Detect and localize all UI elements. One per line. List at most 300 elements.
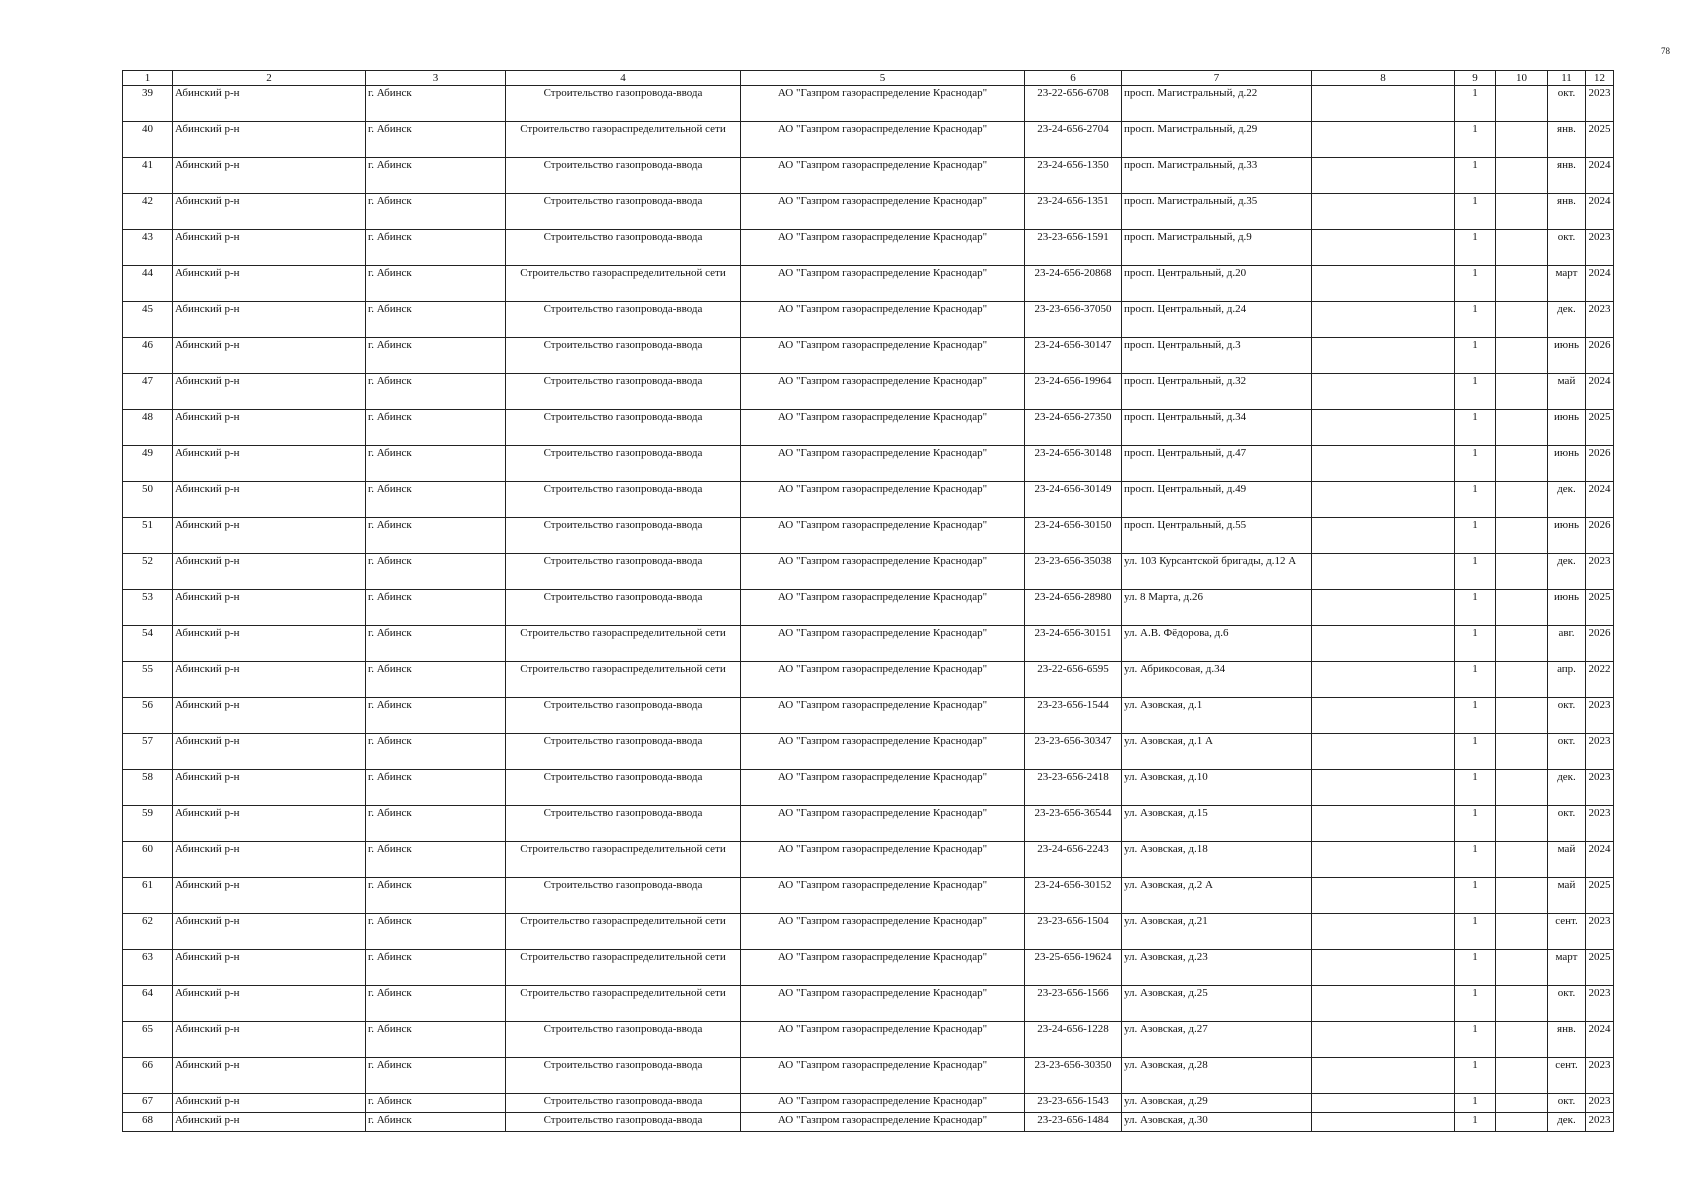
quantity-cell: 1 (1455, 590, 1496, 626)
district-cell: Абинский р-н (173, 446, 366, 482)
organization-cell: АО "Газпром газораспределение Краснодар" (741, 878, 1025, 914)
month-cell: окт. (1548, 734, 1586, 770)
organization-cell: АО "Газпром газораспределение Краснодар" (741, 914, 1025, 950)
address-cell: ул. Азовская, д.10 (1122, 770, 1312, 806)
object-code-cell: 23-23-656-1544 (1025, 698, 1122, 734)
district-cell: Абинский р-н (173, 302, 366, 338)
city-cell: г. Абинск (366, 518, 506, 554)
year-cell: 2024 (1586, 482, 1614, 518)
work-type-cell: Строительство газопровода-ввода (506, 770, 741, 806)
address-cell: просп. Магистральный, д.22 (1122, 86, 1312, 122)
column-8-cell (1312, 662, 1455, 698)
month-cell: март (1548, 266, 1586, 302)
year-cell: 2025 (1586, 590, 1614, 626)
address-cell: просп. Центральный, д.47 (1122, 446, 1312, 482)
table-row (123, 302, 1614, 338)
district-cell: Абинский р-н (173, 1022, 366, 1058)
district-cell: Абинский р-н (173, 410, 366, 446)
row-number-cell: 44 (123, 266, 173, 302)
district-cell: Абинский р-н (173, 374, 366, 410)
column-header: 12 (1586, 71, 1614, 86)
month-cell: дек. (1548, 1113, 1586, 1132)
organization-cell: АО "Газпром газораспределение Краснодар" (741, 590, 1025, 626)
table-row (123, 86, 1614, 122)
month-cell: июнь (1548, 590, 1586, 626)
organization-cell: АО "Газпром газораспределение Краснодар" (741, 950, 1025, 986)
district-cell: Абинский р-н (173, 158, 366, 194)
gasification-table (122, 70, 1614, 1132)
column-header: 3 (366, 71, 506, 86)
year-cell: 2023 (1586, 914, 1614, 950)
year-cell: 2023 (1586, 1113, 1614, 1132)
month-cell: апр. (1548, 662, 1586, 698)
column-8-cell (1312, 86, 1455, 122)
district-cell: Абинский р-н (173, 230, 366, 266)
address-cell: просп. Центральный, д.34 (1122, 410, 1312, 446)
object-code-cell: 23-24-656-30149 (1025, 482, 1122, 518)
work-type-cell: Строительство газораспределительной сети (506, 626, 741, 662)
quantity-cell: 1 (1455, 698, 1496, 734)
address-cell: просп. Магистральный, д.33 (1122, 158, 1312, 194)
address-cell: ул. Азовская, д.1 (1122, 698, 1312, 734)
month-cell: май (1548, 842, 1586, 878)
address-cell: просп. Центральный, д.24 (1122, 302, 1312, 338)
row-number-cell: 59 (123, 806, 173, 842)
object-code-cell: 23-23-656-30350 (1025, 1058, 1122, 1094)
work-type-cell: Строительство газопровода-ввода (506, 482, 741, 518)
month-cell: июнь (1548, 410, 1586, 446)
table-row (123, 554, 1614, 590)
city-cell: г. Абинск (366, 626, 506, 662)
city-cell: г. Абинск (366, 734, 506, 770)
quantity-cell: 1 (1455, 554, 1496, 590)
city-cell: г. Абинск (366, 194, 506, 230)
month-cell: окт. (1548, 698, 1586, 734)
object-code-cell: 23-24-656-30148 (1025, 446, 1122, 482)
column-10-cell (1496, 698, 1548, 734)
column-8-cell (1312, 338, 1455, 374)
object-code-cell: 23-24-656-28980 (1025, 590, 1122, 626)
row-number-cell: 46 (123, 338, 173, 374)
object-code-cell: 23-24-656-1228 (1025, 1022, 1122, 1058)
work-type-cell: Строительство газопровода-ввода (506, 86, 741, 122)
city-cell: г. Абинск (366, 806, 506, 842)
column-10-cell (1496, 806, 1548, 842)
column-10-cell (1496, 518, 1548, 554)
month-cell: окт. (1548, 86, 1586, 122)
table-row (123, 950, 1614, 986)
column-header: 9 (1455, 71, 1496, 86)
year-cell: 2023 (1586, 302, 1614, 338)
month-cell: окт. (1548, 230, 1586, 266)
column-8-cell (1312, 626, 1455, 662)
year-cell: 2026 (1586, 626, 1614, 662)
table-row (123, 1058, 1614, 1094)
row-number-cell: 58 (123, 770, 173, 806)
column-10-cell (1496, 1022, 1548, 1058)
address-cell: просп. Центральный, д.49 (1122, 482, 1312, 518)
column-header: 5 (741, 71, 1025, 86)
row-number-cell: 52 (123, 554, 173, 590)
city-cell: г. Абинск (366, 446, 506, 482)
year-cell: 2023 (1586, 1058, 1614, 1094)
address-cell: ул. Азовская, д.21 (1122, 914, 1312, 950)
month-cell: янв. (1548, 122, 1586, 158)
organization-cell: АО "Газпром газораспределение Краснодар" (741, 986, 1025, 1022)
work-type-cell: Строительство газопровода-ввода (506, 1094, 741, 1113)
month-cell: май (1548, 878, 1586, 914)
year-cell: 2022 (1586, 662, 1614, 698)
object-code-cell: 23-23-656-1504 (1025, 914, 1122, 950)
quantity-cell: 1 (1455, 1022, 1496, 1058)
address-cell: ул. 103 Курсантской бригады, д.12 А (1122, 554, 1312, 590)
district-cell: Абинский р-н (173, 554, 366, 590)
row-number-cell: 63 (123, 950, 173, 986)
object-code-cell: 23-24-656-30151 (1025, 626, 1122, 662)
table-row (123, 230, 1614, 266)
object-code-cell: 23-24-656-19964 (1025, 374, 1122, 410)
column-8-cell (1312, 590, 1455, 626)
work-type-cell: Строительство газопровода-ввода (506, 518, 741, 554)
column-10-cell (1496, 446, 1548, 482)
city-cell: г. Абинск (366, 950, 506, 986)
table-row (123, 446, 1614, 482)
object-code-cell: 23-23-656-1591 (1025, 230, 1122, 266)
column-8-cell (1312, 950, 1455, 986)
organization-cell: АО "Газпром газораспределение Краснодар" (741, 122, 1025, 158)
row-number-cell: 55 (123, 662, 173, 698)
month-cell: июнь (1548, 338, 1586, 374)
address-cell: просп. Центральный, д.55 (1122, 518, 1312, 554)
organization-cell: АО "Газпром газораспределение Краснодар" (741, 374, 1025, 410)
city-cell: г. Абинск (366, 914, 506, 950)
organization-cell: АО "Газпром газораспределение Краснодар" (741, 1058, 1025, 1094)
table-row (123, 698, 1614, 734)
year-cell: 2023 (1586, 554, 1614, 590)
object-code-cell: 23-24-656-1350 (1025, 158, 1122, 194)
work-type-cell: Строительство газопровода-ввода (506, 1113, 741, 1132)
column-8-cell (1312, 266, 1455, 302)
year-cell: 2025 (1586, 410, 1614, 446)
address-cell: ул. А.В. Фёдорова, д.6 (1122, 626, 1312, 662)
work-type-cell: Строительство газораспределительной сети (506, 986, 741, 1022)
address-cell: ул. Азовская, д.25 (1122, 986, 1312, 1022)
year-cell: 2025 (1586, 122, 1614, 158)
city-cell: г. Абинск (366, 842, 506, 878)
row-number-cell: 41 (123, 158, 173, 194)
quantity-cell: 1 (1455, 1113, 1496, 1132)
quantity-cell: 1 (1455, 410, 1496, 446)
work-type-cell: Строительство газопровода-ввода (506, 1022, 741, 1058)
work-type-cell: Строительство газопровода-ввода (506, 554, 741, 590)
district-cell: Абинский р-н (173, 194, 366, 230)
column-10-cell (1496, 410, 1548, 446)
quantity-cell: 1 (1455, 842, 1496, 878)
table-row (123, 194, 1614, 230)
city-cell: г. Абинск (366, 1058, 506, 1094)
column-8-cell (1312, 554, 1455, 590)
table-body (123, 71, 1614, 1132)
city-cell: г. Абинск (366, 698, 506, 734)
city-cell: г. Абинск (366, 338, 506, 374)
quantity-cell: 1 (1455, 950, 1496, 986)
object-code-cell: 23-23-656-1484 (1025, 1113, 1122, 1132)
work-type-cell: Строительство газопровода-ввода (506, 338, 741, 374)
organization-cell: АО "Газпром газораспределение Краснодар" (741, 482, 1025, 518)
table-row (123, 1113, 1614, 1132)
year-cell: 2024 (1586, 374, 1614, 410)
district-cell: Абинский р-н (173, 122, 366, 158)
row-number-cell: 62 (123, 914, 173, 950)
work-type-cell: Строительство газопровода-ввода (506, 194, 741, 230)
quantity-cell: 1 (1455, 230, 1496, 266)
year-cell: 2023 (1586, 86, 1614, 122)
column-header: 2 (173, 71, 366, 86)
month-cell: янв. (1548, 194, 1586, 230)
city-cell: г. Абинск (366, 86, 506, 122)
quantity-cell: 1 (1455, 266, 1496, 302)
district-cell: Абинский р-н (173, 1094, 366, 1113)
quantity-cell: 1 (1455, 518, 1496, 554)
address-cell: ул. Азовская, д.27 (1122, 1022, 1312, 1058)
object-code-cell: 23-24-656-2704 (1025, 122, 1122, 158)
city-cell: г. Абинск (366, 878, 506, 914)
city-cell: г. Абинск (366, 158, 506, 194)
year-cell: 2024 (1586, 266, 1614, 302)
table-row (123, 914, 1614, 950)
district-cell: Абинский р-н (173, 1058, 366, 1094)
row-number-cell: 40 (123, 122, 173, 158)
column-10-cell (1496, 626, 1548, 662)
quantity-cell: 1 (1455, 914, 1496, 950)
column-8-cell (1312, 518, 1455, 554)
address-cell: просп. Центральный, д.20 (1122, 266, 1312, 302)
work-type-cell: Строительство газопровода-ввода (506, 698, 741, 734)
district-cell: Абинский р-н (173, 806, 366, 842)
city-cell: г. Абинск (366, 986, 506, 1022)
organization-cell: АО "Газпром газораспределение Краснодар" (741, 158, 1025, 194)
work-type-cell: Строительство газопровода-ввода (506, 374, 741, 410)
row-number-cell: 64 (123, 986, 173, 1022)
work-type-cell: Строительство газопровода-ввода (506, 302, 741, 338)
work-type-cell: Строительство газопровода-ввода (506, 590, 741, 626)
district-cell: Абинский р-н (173, 770, 366, 806)
district-cell: Абинский р-н (173, 590, 366, 626)
organization-cell: АО "Газпром газораспределение Краснодар" (741, 338, 1025, 374)
address-cell: просп. Центральный, д.32 (1122, 374, 1312, 410)
address-cell: ул. 8 Марта, д.26 (1122, 590, 1312, 626)
year-cell: 2024 (1586, 158, 1614, 194)
quantity-cell: 1 (1455, 662, 1496, 698)
row-number-cell: 56 (123, 698, 173, 734)
quantity-cell: 1 (1455, 86, 1496, 122)
object-code-cell: 23-22-656-6708 (1025, 86, 1122, 122)
work-type-cell: Строительство газопровода-ввода (506, 1058, 741, 1094)
column-8-cell (1312, 302, 1455, 338)
quantity-cell: 1 (1455, 770, 1496, 806)
object-code-cell: 23-23-656-1566 (1025, 986, 1122, 1022)
column-8-cell (1312, 374, 1455, 410)
object-code-cell: 23-22-656-6595 (1025, 662, 1122, 698)
year-cell: 2026 (1586, 446, 1614, 482)
column-8-cell (1312, 914, 1455, 950)
work-type-cell: Строительство газопровода-ввода (506, 806, 741, 842)
table-row (123, 410, 1614, 446)
city-cell: г. Абинск (366, 1022, 506, 1058)
district-cell: Абинский р-н (173, 338, 366, 374)
column-8-cell (1312, 1022, 1455, 1058)
table-row (123, 1094, 1614, 1113)
organization-cell: АО "Газпром газораспределение Краснодар" (741, 626, 1025, 662)
table-row (123, 482, 1614, 518)
column-10-cell (1496, 554, 1548, 590)
organization-cell: АО "Газпром газораспределение Краснодар" (741, 734, 1025, 770)
work-type-cell: Строительство газопровода-ввода (506, 734, 741, 770)
year-cell: 2023 (1586, 1094, 1614, 1113)
table-row (123, 842, 1614, 878)
column-8-cell (1312, 230, 1455, 266)
column-header: 1 (123, 71, 173, 86)
district-cell: Абинский р-н (173, 1113, 366, 1132)
year-cell: 2023 (1586, 734, 1614, 770)
district-cell: Абинский р-н (173, 626, 366, 662)
month-cell: окт. (1548, 806, 1586, 842)
column-header: 7 (1122, 71, 1312, 86)
column-8-cell (1312, 1113, 1455, 1132)
column-8-cell (1312, 158, 1455, 194)
organization-cell: АО "Газпром газораспределение Краснодар" (741, 86, 1025, 122)
district-cell: Абинский р-н (173, 662, 366, 698)
month-cell: дек. (1548, 302, 1586, 338)
column-10-cell (1496, 158, 1548, 194)
column-10-cell (1496, 266, 1548, 302)
quantity-cell: 1 (1455, 338, 1496, 374)
quantity-cell: 1 (1455, 446, 1496, 482)
quantity-cell: 1 (1455, 806, 1496, 842)
column-10-cell (1496, 950, 1548, 986)
organization-cell: АО "Газпром газораспределение Краснодар" (741, 230, 1025, 266)
column-10-cell (1496, 878, 1548, 914)
column-10-cell (1496, 734, 1548, 770)
month-cell: май (1548, 374, 1586, 410)
table-row (123, 986, 1614, 1022)
organization-cell: АО "Газпром газораспределение Краснодар" (741, 698, 1025, 734)
row-number-cell: 42 (123, 194, 173, 230)
address-cell: ул. Азовская, д.15 (1122, 806, 1312, 842)
month-cell: окт. (1548, 986, 1586, 1022)
quantity-cell: 1 (1455, 158, 1496, 194)
column-10-cell (1496, 1094, 1548, 1113)
object-code-cell: 23-23-656-2418 (1025, 770, 1122, 806)
organization-cell: АО "Газпром газораспределение Краснодар" (741, 662, 1025, 698)
address-cell: просп. Магистральный, д.29 (1122, 122, 1312, 158)
object-code-cell: 23-23-656-36544 (1025, 806, 1122, 842)
city-cell: г. Абинск (366, 122, 506, 158)
month-cell: дек. (1548, 482, 1586, 518)
address-cell: просп. Магистральный, д.9 (1122, 230, 1312, 266)
row-number-cell: 43 (123, 230, 173, 266)
object-code-cell: 23-24-656-30152 (1025, 878, 1122, 914)
object-code-cell: 23-24-656-30150 (1025, 518, 1122, 554)
year-cell: 2023 (1586, 986, 1614, 1022)
column-10-cell (1496, 770, 1548, 806)
city-cell: г. Абинск (366, 410, 506, 446)
month-cell: янв. (1548, 158, 1586, 194)
row-number-cell: 66 (123, 1058, 173, 1094)
row-number-cell: 67 (123, 1094, 173, 1113)
year-cell: 2023 (1586, 806, 1614, 842)
column-8-cell (1312, 806, 1455, 842)
column-10-cell (1496, 482, 1548, 518)
city-cell: г. Абинск (366, 302, 506, 338)
city-cell: г. Абинск (366, 266, 506, 302)
address-cell: ул. Азовская, д.1 А (1122, 734, 1312, 770)
column-number-header-row (123, 71, 1614, 86)
district-cell: Абинский р-н (173, 482, 366, 518)
object-code-cell: 23-24-656-2243 (1025, 842, 1122, 878)
column-10-cell (1496, 374, 1548, 410)
district-cell: Абинский р-н (173, 842, 366, 878)
object-code-cell: 23-23-656-37050 (1025, 302, 1122, 338)
organization-cell: АО "Газпром газораспределение Краснодар" (741, 554, 1025, 590)
object-code-cell: 23-24-656-30147 (1025, 338, 1122, 374)
row-number-cell: 54 (123, 626, 173, 662)
row-number-cell: 60 (123, 842, 173, 878)
table-row (123, 734, 1614, 770)
district-cell: Абинский р-н (173, 518, 366, 554)
object-code-cell: 23-24-656-20868 (1025, 266, 1122, 302)
month-cell: март (1548, 950, 1586, 986)
quantity-cell: 1 (1455, 734, 1496, 770)
table-row (123, 590, 1614, 626)
table-row (123, 626, 1614, 662)
column-10-cell (1496, 194, 1548, 230)
work-type-cell: Строительство газораспределительной сети (506, 662, 741, 698)
column-header: 8 (1312, 71, 1455, 86)
month-cell: окт. (1548, 1094, 1586, 1113)
address-cell: ул. Абрикосовая, д.34 (1122, 662, 1312, 698)
month-cell: дек. (1548, 770, 1586, 806)
column-10-cell (1496, 122, 1548, 158)
column-8-cell (1312, 410, 1455, 446)
address-cell: ул. Азовская, д.28 (1122, 1058, 1312, 1094)
year-cell: 2024 (1586, 194, 1614, 230)
address-cell: ул. Азовская, д.23 (1122, 950, 1312, 986)
table-row (123, 374, 1614, 410)
page-number: 78 (1661, 46, 1670, 56)
month-cell: сент. (1548, 1058, 1586, 1094)
organization-cell: АО "Газпром газораспределение Краснодар" (741, 806, 1025, 842)
column-10-cell (1496, 590, 1548, 626)
column-8-cell (1312, 734, 1455, 770)
district-cell: Абинский р-н (173, 950, 366, 986)
column-8-cell (1312, 878, 1455, 914)
column-8-cell (1312, 986, 1455, 1022)
month-cell: авг. (1548, 626, 1586, 662)
column-8-cell (1312, 1094, 1455, 1113)
district-cell: Абинский р-н (173, 86, 366, 122)
address-cell: просп. Магистральный, д.35 (1122, 194, 1312, 230)
object-code-cell: 23-25-656-19624 (1025, 950, 1122, 986)
table-row (123, 338, 1614, 374)
city-cell: г. Абинск (366, 662, 506, 698)
work-type-cell: Строительство газопровода-ввода (506, 446, 741, 482)
column-10-cell (1496, 1058, 1548, 1094)
address-cell: ул. Азовская, д.18 (1122, 842, 1312, 878)
organization-cell: АО "Газпром газораспределение Краснодар" (741, 266, 1025, 302)
month-cell: июнь (1548, 518, 1586, 554)
column-header: 4 (506, 71, 741, 86)
